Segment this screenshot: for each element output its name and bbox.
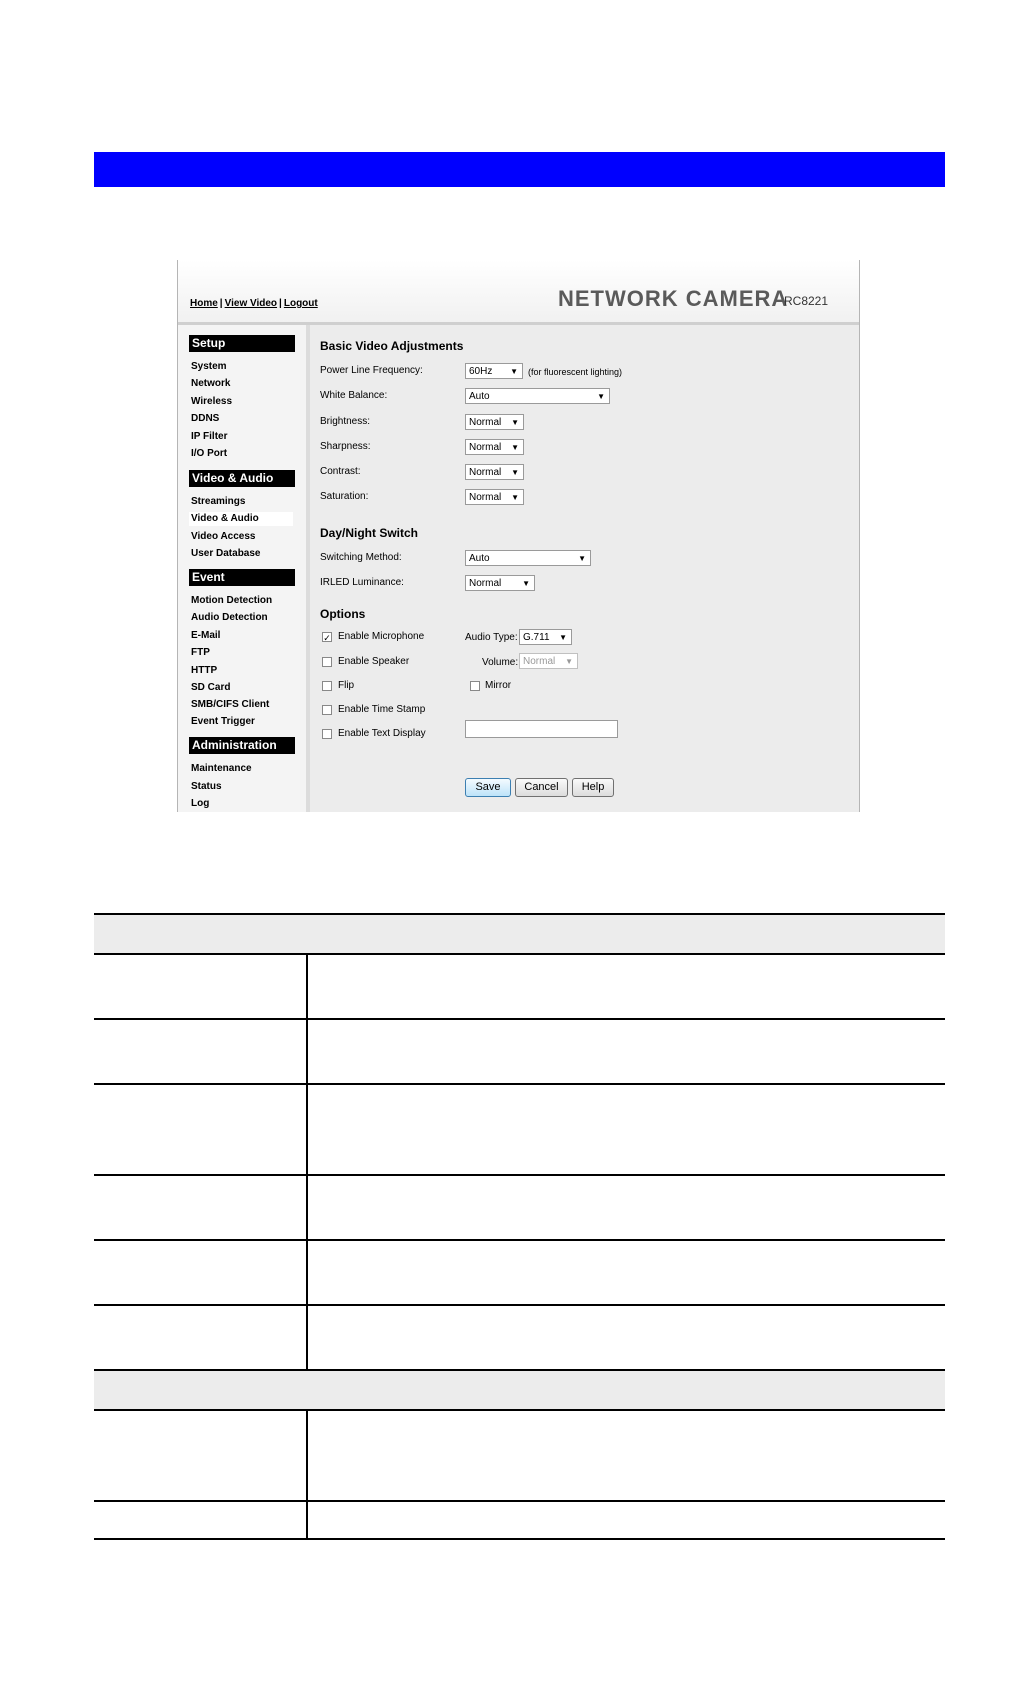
enable-text-display-label: Enable Text Display (338, 728, 426, 739)
chevron-down-icon: ▼ (511, 468, 519, 477)
chevron-down-icon: ▼ (511, 493, 519, 502)
sidebar-nav (178, 325, 306, 812)
sidebar-item-video-audio[interactable]: Video & Audio (189, 512, 293, 526)
contrast-select[interactable]: Normal ▼ (465, 464, 524, 480)
enable-speaker-checkbox[interactable] (322, 657, 332, 667)
volume-select[interactable]: Normal ▼ (519, 653, 578, 669)
sidebar-item-audio-detection[interactable]: Audio Detection (191, 612, 268, 623)
save-button[interactable]: Save (465, 778, 511, 797)
camera-config-screenshot (177, 260, 860, 812)
switching-method-label: Switching Method: (320, 552, 402, 563)
enable-speaker-label: Enable Speaker (338, 656, 410, 667)
nav-group-administration: Administration (189, 737, 295, 754)
table-row (94, 1410, 945, 1501)
section-title-bar (94, 152, 945, 187)
chevron-down-icon: ▼ (510, 367, 518, 376)
chevron-down-icon: ▼ (522, 579, 530, 588)
enable-microphone-label: Enable Microphone (338, 631, 425, 642)
enable-time-stamp-label: Enable Time Stamp (338, 704, 426, 715)
table-row (94, 1019, 945, 1084)
day-night-title: Day/Night Switch (320, 526, 419, 540)
white-balance-select[interactable]: Auto ▼ (465, 388, 610, 404)
mirror-label: Mirror (485, 680, 512, 691)
sidebar-item-motion-detection[interactable]: Motion Detection (191, 595, 273, 606)
model-number: RC8221 (784, 294, 829, 308)
irled-label: IRLED Luminance: (320, 577, 404, 588)
brand-title: NETWORK CAMERA (558, 286, 789, 311)
settings-panel (310, 325, 859, 812)
table-row (94, 1084, 945, 1175)
power-line-label: Power Line Frequency: (320, 365, 423, 376)
brightness-label: Brightness: (320, 416, 371, 427)
sharpness-select[interactable]: Normal ▼ (465, 439, 524, 455)
power-line-select[interactable]: 60Hz ▼ (465, 363, 523, 379)
table-row (94, 1305, 945, 1370)
enable-text-display-checkbox[interactable] (322, 729, 332, 739)
camera-header (178, 260, 859, 325)
help-button[interactable]: Help (572, 778, 614, 797)
enable-microphone-checkbox[interactable] (322, 632, 332, 642)
table-row (94, 1175, 945, 1240)
top-links: Home | View Video | Logout (190, 298, 318, 309)
nav-group-video-audio: Video & Audio (189, 470, 295, 487)
saturation-label: Saturation: (320, 491, 369, 502)
white-balance-label: White Balance: (320, 390, 388, 401)
audio-type-select[interactable]: G.711 ▼ (519, 629, 572, 645)
chevron-down-icon: ▼ (565, 657, 573, 666)
chevron-down-icon: ▼ (511, 418, 519, 427)
volume-label: Volume: (482, 657, 519, 668)
sidebar-item-event-trigger[interactable]: Event Trigger (191, 716, 255, 727)
table-row (94, 1240, 945, 1305)
sidebar-item-email[interactable]: E-Mail (191, 630, 221, 641)
sidebar-item-http[interactable]: HTTP (191, 665, 218, 676)
cancel-button[interactable]: Cancel (515, 778, 568, 797)
sharpness-label: Sharpness: (320, 441, 371, 452)
sidebar-item-maintenance[interactable]: Maintenance (191, 763, 252, 774)
view-video-link[interactable]: View Video (224, 298, 278, 309)
sidebar-item-status[interactable]: Status (191, 781, 222, 792)
basic-video-title: Basic Video Adjustments (320, 339, 464, 353)
saturation-select[interactable]: Normal ▼ (465, 489, 524, 505)
home-link[interactable]: Home (190, 298, 218, 309)
sidebar-item-system[interactable]: System (191, 361, 227, 372)
sidebar-item-ip-filter[interactable]: IP Filter (191, 431, 228, 442)
flip-checkbox[interactable] (322, 681, 332, 691)
table-section-header (94, 1370, 945, 1410)
sidebar-item-sd-card[interactable]: SD Card (191, 682, 231, 693)
switching-method-select[interactable]: Auto ▼ (465, 550, 591, 566)
options-title: Options (320, 607, 366, 621)
logout-link[interactable]: Logout (283, 298, 318, 309)
audio-type-label: Audio Type: (465, 632, 518, 643)
sidebar-item-ddns[interactable]: DDNS (191, 413, 220, 424)
sidebar-item-smb-cifs-client[interactable]: SMB/CIFS Client (191, 699, 270, 710)
chevron-down-icon: ▼ (511, 443, 519, 452)
table-row (94, 1501, 945, 1539)
sidebar-item-user-database[interactable]: User Database (191, 548, 261, 559)
nav-group-event: Event (189, 569, 295, 586)
brightness-select[interactable]: Normal ▼ (465, 414, 524, 430)
sidebar-item-log[interactable]: Log (191, 798, 210, 809)
sidebar-item-wireless[interactable]: Wireless (191, 396, 233, 407)
chevron-down-icon: ▼ (578, 554, 586, 563)
contrast-label: Contrast: (320, 466, 361, 477)
sidebar-item-network[interactable]: Network (191, 378, 231, 389)
table-section-header (94, 914, 945, 954)
chevron-down-icon: ▼ (559, 633, 567, 642)
description-table (94, 913, 945, 1540)
table-row (94, 954, 945, 1019)
enable-time-stamp-checkbox[interactable] (322, 705, 332, 715)
sidebar-item-ftp[interactable]: FTP (191, 647, 210, 658)
sidebar-item-io-port[interactable]: I/O Port (191, 448, 228, 459)
check-icon: ✓ (323, 633, 331, 643)
text-display-input[interactable] (465, 720, 618, 738)
sidebar-item-video-access[interactable]: Video Access (191, 531, 256, 542)
sidebar-item-streamings[interactable]: Streamings (191, 496, 246, 507)
irled-select[interactable]: Normal ▼ (465, 575, 535, 591)
flip-label: Flip (338, 680, 355, 691)
nav-group-setup: Setup (189, 335, 295, 352)
power-line-note: (for fluorescent lighting) (528, 367, 623, 377)
mirror-checkbox[interactable] (470, 681, 480, 691)
chevron-down-icon: ▼ (597, 392, 605, 401)
